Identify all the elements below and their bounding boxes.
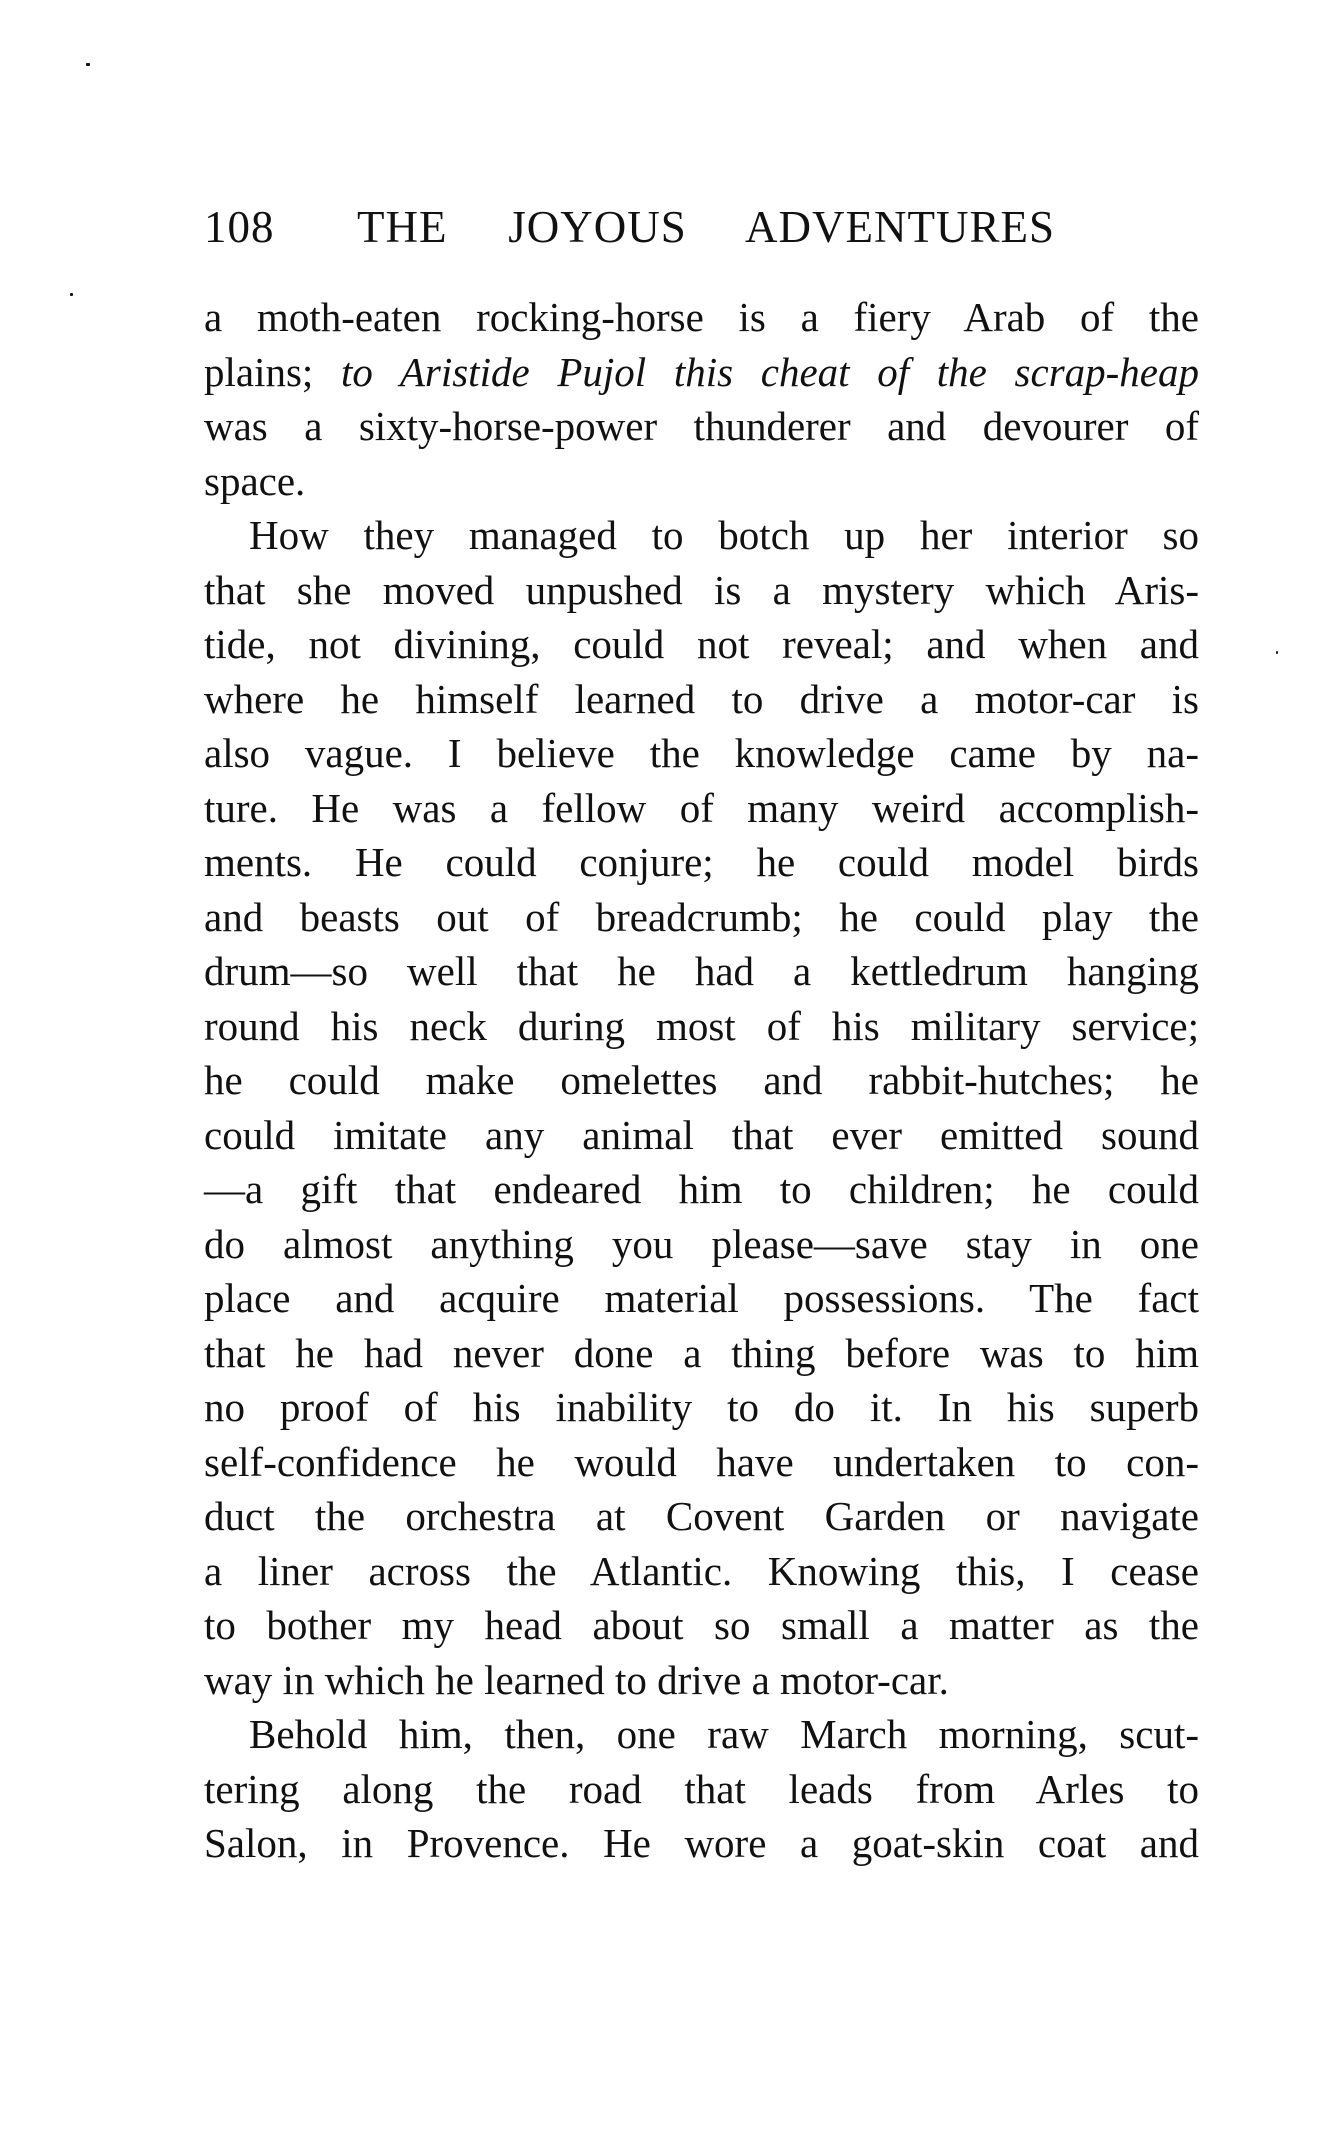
text-line: self-confidence he would have undertaken to con- bbox=[204, 1438, 1199, 1485]
text-line: drum—so well that he had a kettledrum hanging bbox=[204, 948, 1199, 994]
text-line: ments. He could conjure; he could model birds bbox=[204, 839, 1199, 885]
text-line: round his neck during most of his military service; bbox=[204, 1002, 1199, 1049]
text-line: way in which he learned to drive a motor-car. bbox=[204, 1656, 949, 1703]
text-line: to bother my head about so small a matter as the bbox=[204, 1602, 1199, 1648]
text-line: ture. He was a fellow of many weird accomplish- bbox=[204, 784, 1199, 831]
text-line bbox=[204, 345, 1199, 400]
text-line: tering along the road that leads from Arles to bbox=[204, 1765, 1199, 1812]
text-line: duct the orchestra at Covent Garden or navigate bbox=[204, 1493, 1199, 1539]
italic-text-segment: to Aristide Pujol this cheat of the scrap-heap bbox=[341, 348, 1200, 395]
text-line: he could make omelettes and rabbit-hutches; he bbox=[204, 1057, 1199, 1103]
text-line: could imitate any animal that ever emitted sound bbox=[204, 1111, 1199, 1158]
scan-speck bbox=[1276, 651, 1278, 654]
text-line: place and acquire material possessions. The fact bbox=[204, 1275, 1199, 1321]
page-number: 108 bbox=[204, 202, 275, 252]
text-line: a liner across the Atlantic. Knowing this, I cease bbox=[204, 1547, 1199, 1594]
text-line: that she moved unpushed is a mystery which Aris- bbox=[204, 566, 1199, 613]
text-line: —a gift that endeared him to children; he could bbox=[204, 1166, 1199, 1212]
text-line: space. bbox=[204, 457, 306, 504]
scan-speck bbox=[86, 63, 90, 66]
running-head bbox=[204, 197, 1064, 257]
text-line: tide, not divining, could not reveal; and when and bbox=[204, 621, 1199, 667]
text-line: How they managed to botch up her interior so bbox=[249, 512, 1199, 558]
text-segment: plains; bbox=[204, 348, 342, 395]
text-line: and beasts out of breadcrumb; he could play the bbox=[204, 893, 1199, 940]
body-text bbox=[204, 290, 1199, 1871]
text-line: a moth-eaten rocking-horse is a fiery Arab of the bbox=[204, 294, 1199, 340]
text-line: no proof of his inability to do it. In his superb bbox=[204, 1384, 1199, 1430]
text-line: where he himself learned to drive a motor-car is bbox=[204, 675, 1199, 722]
text-line: also vague. I believe the knowledge came by na- bbox=[204, 730, 1199, 776]
text-line: that he had never done a thing before was to him bbox=[204, 1329, 1199, 1376]
text-line: Salon, in Provence. He wore a goat-skin coat and bbox=[204, 1820, 1199, 1866]
book-title-header: THE JOYOUS ADVENTURES bbox=[357, 202, 1055, 252]
text-line: Behold him, then, one raw March morning, scut- bbox=[249, 1711, 1199, 1757]
text-line: was a sixty-horse-power thunderer and devourer of bbox=[204, 403, 1199, 449]
scan-speck bbox=[70, 293, 73, 296]
text-line: do almost anything you please—save stay in one bbox=[204, 1220, 1199, 1267]
